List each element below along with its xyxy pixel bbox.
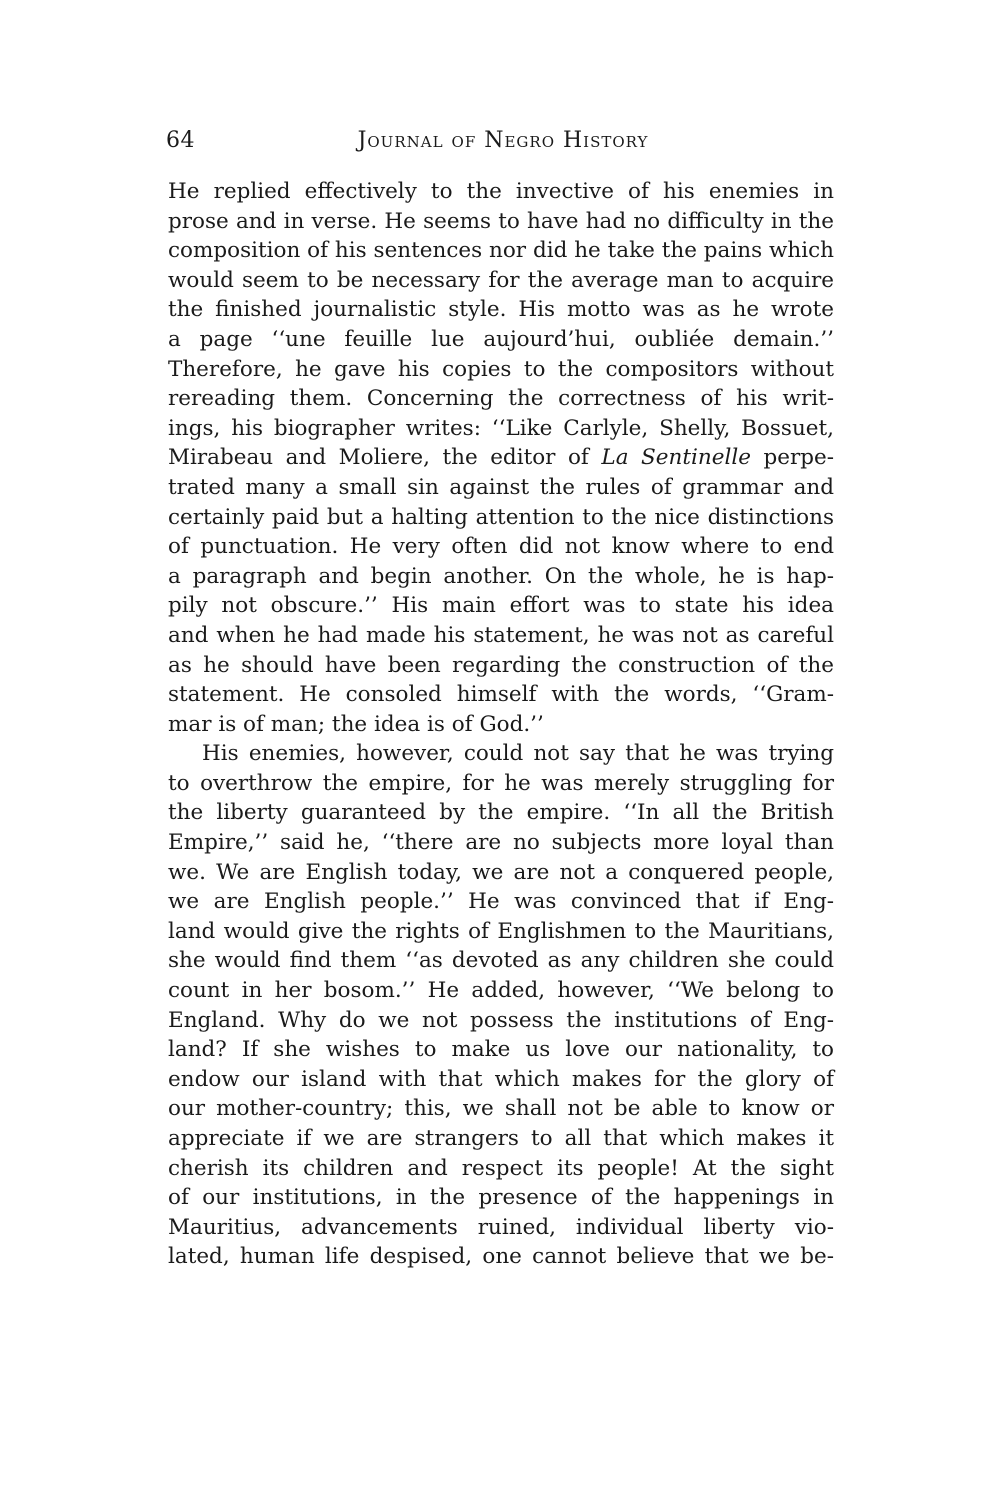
running-head: Journal of Negro History: [357, 128, 649, 153]
text-line: count in her bosom.’’ He added, however, ‘‘We belong to: [168, 978, 834, 1004]
page-header: [166, 124, 834, 160]
text-line: His enemies, however, could not say that he was trying: [202, 741, 834, 767]
text-line: Empire,’’ said he, ‘‘there are no subjects more loyal than: [168, 830, 834, 856]
text-line-end: perpe-: [750, 445, 834, 471]
text-line: land? If she wishes to make us love our nationality, to: [168, 1037, 834, 1063]
text-line: statement. He consoled himself with the words, ‘‘Gram-: [168, 682, 834, 708]
text-line: endow our island with that which makes for the glory of: [168, 1066, 834, 1092]
text-line: [168, 443, 834, 473]
text-line: Mauritius, advancements ruined, individual liberty vio-: [168, 1214, 834, 1240]
text-line: cherish its children and respect its people! At the sight: [168, 1155, 834, 1181]
body-text: [168, 177, 834, 1272]
text-line: a page ‘‘une feuille lue aujourd’hui, oubliée demain.’’: [168, 326, 834, 352]
text-line: certainly paid but a halting attention to the nice distinctions: [168, 504, 834, 530]
text-line: as he should have been regarding the construction of the: [168, 652, 834, 678]
text-line: she would find them ‘‘as devoted as any children she could: [168, 948, 834, 974]
text-line: our mother-country; this, we shall not be able to know or: [168, 1096, 834, 1122]
text-line: appreciate if we are strangers to all that which makes it: [168, 1126, 834, 1151]
text-line: ings, his biographer writes: ‘‘Like Carlyle, Shelly, Bossuet,: [168, 415, 834, 441]
text-line: the finished journalistic style. His motto was as he wrote: [168, 297, 834, 323]
text-line: composition of his sentences nor did he take the pains which: [168, 238, 834, 264]
text-line: of punctuation. He very often did not know where to end: [168, 534, 834, 560]
paragraph-2: [168, 739, 834, 1272]
text-line: mar is of man; the idea is of God.’’: [168, 711, 544, 737]
text-line: trated many a small sin against the rules of grammar and: [168, 474, 834, 500]
text-line: would seem to be necessary for the average man to acquire: [168, 267, 834, 293]
text-line: a paragraph and begin another. On the whole, he is hap-: [168, 563, 834, 589]
text-line: we. We are English today, we are not a conquered people,: [168, 859, 834, 885]
text-line: we are English people.’’ He was convinced that if Eng-: [168, 889, 834, 915]
paragraph-1: [168, 177, 834, 739]
text-line: rereading them. Concerning the correctness of his writ-: [168, 386, 834, 412]
text-line-start: Mirabeau and Moliere, the editor of: [168, 445, 602, 471]
text-line: pily not obscure.’’ His main effort was to state his idea: [168, 593, 834, 619]
text-line: He replied effectively to the invective of his enemies in: [168, 179, 834, 204]
text-line: prose and in verse. He seems to have had no difficulty in the: [168, 208, 834, 234]
text-line: of our institutions, in the presence of the happenings in: [168, 1185, 834, 1211]
newspaper-title: La Sentinelle: [601, 445, 751, 471]
text-line: and when he had made his statement, he was not as careful: [168, 622, 834, 648]
page-number: 64: [166, 128, 195, 153]
text-line: Therefore, he gave his copies to the compositors without: [168, 356, 834, 382]
text-line: to overthrow the empire, for he was merely struggling for: [168, 770, 834, 796]
text-line: England. Why do we not possess the institutions of Eng-: [168, 1007, 834, 1033]
text-line: the liberty guaranteed by the empire. ‘‘In all the British: [168, 800, 834, 826]
text-line: land would give the rights of Englishmen to the Mauritians,: [168, 918, 834, 944]
text-line: lated, human life despised, one cannot believe that we be-: [168, 1244, 834, 1270]
